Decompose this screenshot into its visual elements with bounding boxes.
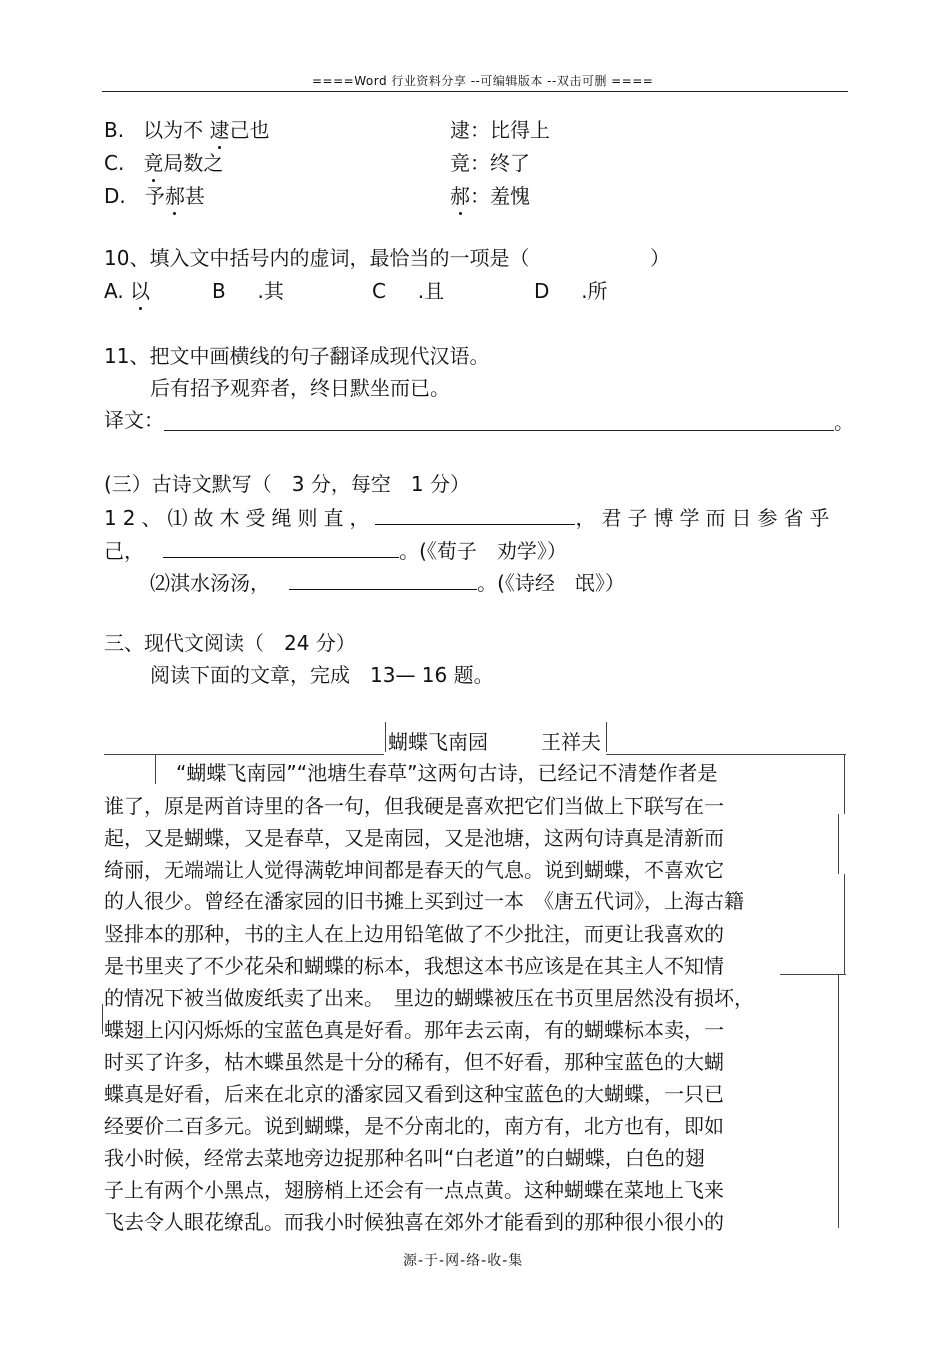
page-footer: 源-于-网-络-收-集 xyxy=(403,1253,524,1269)
article-line: 谁了，原是两首诗里的各一句，但我硬是喜欢把它们当做上下联写在一 xyxy=(104,794,724,818)
article-line: 的人很少。曾经在潘家园的旧书摊上买到过一本 《唐五代词》，上海古籍 xyxy=(104,889,744,913)
article-line: 起，又是蝴蝶，又是春草，又是南园，又是池塘，这两句诗真是清新而 xyxy=(104,826,724,850)
option-letter: D xyxy=(534,279,550,303)
translation-answer-line[interactable] xyxy=(164,430,834,431)
title-box-right xyxy=(606,722,607,752)
article-line: 绮丽，无端端让人觉得满乾坤间都是春天的气息。说到蝴蝶，不喜欢它 xyxy=(104,858,724,882)
part3-intro: 阅读下面的文章，完成 13— 16 题。 xyxy=(150,663,494,687)
q9-gloss-b: 逮：比得上 xyxy=(450,118,550,142)
article-line: 是书里夹了不少花朵和蝴蝶的标本，我想这本书应该是在其主人不知情 xyxy=(104,954,724,978)
article-line: “蝴蝶飞南园”“池塘生春草”这两句古诗，已经记不清楚作者是 xyxy=(176,761,718,785)
q12-text-f: 。(《诗经 氓》） xyxy=(477,571,625,595)
option-letter: D. xyxy=(104,184,126,208)
article-line: 竖排本的那种，书的主人在上边用铅笔做了不少批注，而更让我喜欢的 xyxy=(104,922,724,946)
option-letter: A. xyxy=(104,279,124,303)
dotted-char: 竟 xyxy=(143,151,164,175)
blank-2[interactable] xyxy=(163,537,399,558)
option-word: .且 xyxy=(417,279,445,303)
frame-indent-left xyxy=(155,754,156,784)
dotted-char: 郝 xyxy=(164,184,185,208)
option-letter: C. xyxy=(104,151,125,175)
frame-top-left xyxy=(104,754,384,755)
q12-text-e: ⑵淇水汤汤， xyxy=(150,571,270,595)
part3-title: 三、现代文阅读（ 24 分） xyxy=(104,631,356,655)
q9-option-c xyxy=(104,151,223,175)
article-title: 蝴蝶飞南园 xyxy=(388,730,488,754)
q11-sentence: 后有招予观弈者，终日默坐而已。 xyxy=(150,376,450,400)
option-text-post: 局数之 xyxy=(163,151,224,175)
frame-right-4 xyxy=(838,974,839,1228)
blank-1[interactable] xyxy=(375,504,575,525)
q10-opt-c xyxy=(372,279,444,303)
frame-bottom-left xyxy=(102,1004,103,1034)
q11-translation-label: 译文： xyxy=(104,408,164,432)
frame-top-right xyxy=(606,754,846,755)
article-author: 王祥夫 xyxy=(541,730,601,754)
option-text-post: 己也 xyxy=(229,118,270,142)
q10-opt-b xyxy=(212,279,284,303)
q10-opt-a xyxy=(104,279,150,303)
option-word: 以 xyxy=(130,279,151,303)
dotted-char: 逮 xyxy=(209,118,230,142)
q12-text-c: 己， xyxy=(104,539,144,563)
q12-text-b: ，君子博学而日参省乎 xyxy=(575,506,836,530)
option-letter: B xyxy=(212,279,226,303)
page-header: ====Word 行业资料分享 --可编辑版本 --双击可删 ==== xyxy=(312,74,654,88)
option-text-post: 甚 xyxy=(184,184,205,208)
q12-line1 xyxy=(104,504,835,530)
article-line: 的情况下被当做废纸卖了出来。 里边的蝴蝶被压在书页里居然没有损坏， xyxy=(104,986,754,1010)
option-text-pre: 以为不 xyxy=(143,118,204,142)
option-letter: B. xyxy=(104,118,125,142)
q9-option-b xyxy=(104,118,270,142)
article-line: 蝶真是好看，后来在北京的潘家园又看到这种宝蓝色的大蝴蝶，一只已 xyxy=(104,1082,724,1106)
article-line: 我小时候，经常去菜地旁边捉那种名叫“白老道”的白蝴蝶，白色的翅 xyxy=(104,1146,705,1170)
q10-opt-d xyxy=(534,279,608,303)
article-line: 飞去令人眼花缭乱。而我小时候独喜在郊外才能看到的那种很小很小的 xyxy=(104,1210,724,1234)
article-line: 经要价二百多元。说到蝴蝶，是不分南北的，南方有，北方也有，即如 xyxy=(104,1114,724,1138)
frame-right-3 xyxy=(844,874,845,974)
sec3-title: (三）古诗文默写（ 3 分，每空 1 分） xyxy=(104,472,470,496)
q9-gloss-d xyxy=(450,184,530,208)
q11-end-mark: 。 xyxy=(834,410,854,434)
option-text-pre: 予 xyxy=(144,184,165,208)
q11-stem: 11、把文中画横线的句子翻译成现代汉语。 xyxy=(104,344,490,368)
q10-stem: 10、填入文中括号内的虚词，最恰当的一项是（ xyxy=(104,246,530,270)
q10-close-paren: ） xyxy=(650,246,670,270)
frame-mid-rule xyxy=(780,974,846,975)
article-line: 蝶翅上闪闪烁烁的宝蓝色真是好看。那年去云南，有的蝴蝶标本卖，一 xyxy=(104,1018,724,1042)
frame-right-1 xyxy=(844,754,845,814)
q12-text-d: 。(《荀子 劝学》） xyxy=(399,539,567,563)
article-line: 子上有两个小黑点，翅膀梢上还会有一点点黄。这种蝴蝶在菜地上飞来 xyxy=(104,1178,724,1202)
q9-option-d xyxy=(104,184,205,208)
q12-line3 xyxy=(150,569,625,595)
q12-text-a: 12、⑴故木受绳则直， xyxy=(104,506,376,530)
q12-line2 xyxy=(104,537,567,563)
option-word: .其 xyxy=(257,279,284,303)
title-box-left xyxy=(385,722,386,752)
dotted-char: 郝 xyxy=(450,184,470,208)
option-word: .所 xyxy=(581,279,608,303)
q9-gloss-c: 竟：终了 xyxy=(450,151,530,175)
frame-right-2 xyxy=(838,814,839,874)
gloss-text: ：羞愧 xyxy=(470,184,530,208)
blank-3[interactable] xyxy=(289,569,477,590)
article-line: 时买了许多，枯木蝶虽然是十分的稀有，但不好看，那种宝蓝色的大蝴 xyxy=(104,1050,724,1074)
header-rule xyxy=(102,91,848,92)
option-letter: C xyxy=(372,279,386,303)
